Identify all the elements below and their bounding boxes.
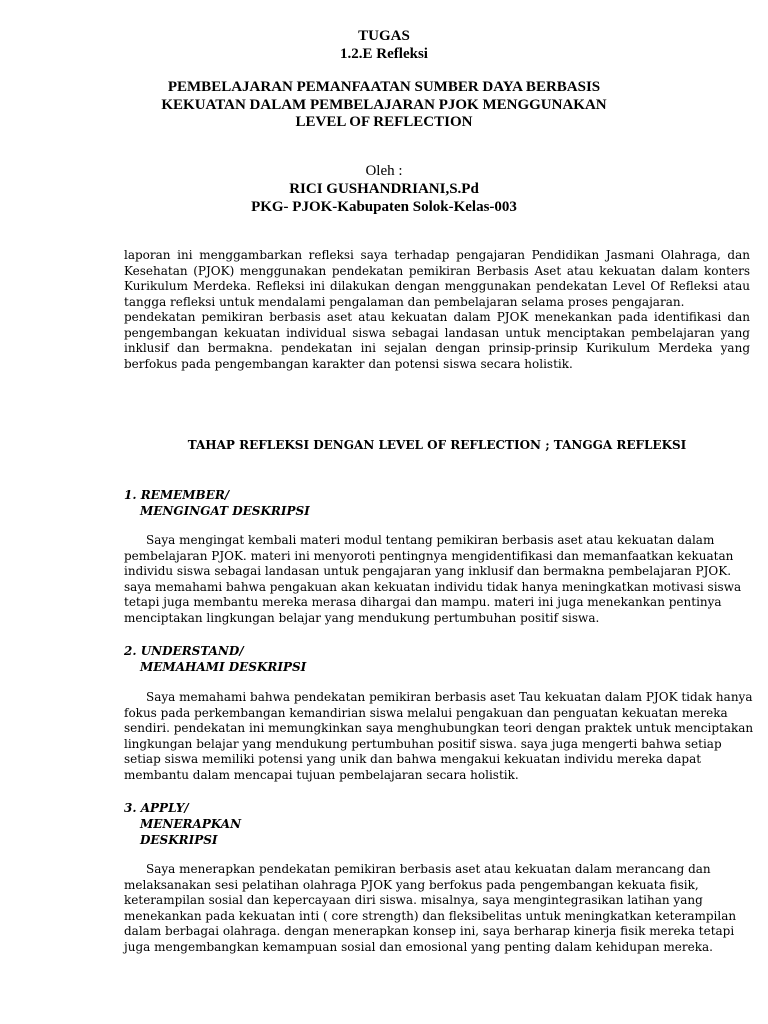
step-heading-remember <box>124 487 310 519</box>
body-line: dalam berbagai olahraga. dengan menerapkan konsep ini, saya berharap kinerja fisik mereka tetapi <box>124 924 735 938</box>
document-title-line: KEKUATAN DALAM PEMBELAJARAN PJOK MENGGUNAKAN <box>161 96 607 113</box>
body-line: Saya mengingat kembali materi modul tentang pemikiran berbasis aset atau kekuatan dalam <box>146 533 715 547</box>
step-body-apply <box>124 862 754 955</box>
body-line: membantu dalam mencapai tujuan pembelajaran secara holistik. <box>124 767 519 782</box>
step-heading-label: 2. UNDERSTAND/ <box>124 644 244 658</box>
intro-line: pengembangan kekuatan individual siswa sebagai landasan untuk menciptakan pembelajaran yang <box>124 325 750 340</box>
document-title-line: LEVEL OF REFLECTION <box>295 114 473 130</box>
body-line: lingkungan belajar yang mendukung pertumbuhan positif siswa. saya juga mengerti bahwa setiap <box>124 736 722 751</box>
step-subheading: MENGINGAT DESKRIPSI <box>140 504 310 518</box>
body-line: menciptakan lingkungan belajar yang mendukung pertumbuhan positif siswa. <box>124 610 600 625</box>
intro-line: pendekatan pemikiran berbasis aset atau kekuatan dalam PJOK menekankan pada identifikasi dan <box>124 310 750 324</box>
body-line: keterampilan sosial dan kepercayaan diri siswa. misalnya, saya mengintegrasikan latihan yang <box>124 893 703 907</box>
author-affiliation: PKG- PJOK-Kabupaten Solok-Kelas-003 <box>251 199 517 215</box>
body-line: tetapi juga membantu mereka merasa dihargai dan mampu. materi ini juga menekankan pentinya <box>124 595 722 609</box>
intro-line: berfokus pada pengembangan karakter dan potensi siswa secara holistik. <box>124 356 573 371</box>
intro-line: inklusif dan bermakna. pendekatan ini sejalan dengan prinsip-prinsip Kurikulum Merdeka yang <box>124 341 750 355</box>
author-name: RICI GUSHANDRIANI,S.Pd <box>289 181 479 197</box>
body-line: sendiri. pendekatan ini memungkinkan saya menghubungkan teori dengan praktek untuk menciptakan <box>124 721 754 735</box>
step-heading-understand <box>124 643 306 675</box>
document-title <box>0 79 768 132</box>
body-line: individu siswa sebagai landasan untuk pengajaran yang inklusif dan bermakna pembelajaran PJOK. <box>124 564 732 578</box>
step-subheading: DESKRIPSI <box>140 833 218 847</box>
assignment-code: 1.2.E Refleksi <box>340 46 428 62</box>
document-title-line: PEMBELAJARAN PEMANFAATAN SUMBER DAYA BERBASIS <box>167 79 601 95</box>
intro-line: tangga refleksi untuk mendalami pengalaman dan pembelajaran selama proses pengajaran. <box>124 294 685 309</box>
step-body-understand <box>124 690 754 783</box>
body-line: saya memahami bahwa pengakuan akan kekuatan individu tidak hanya meningkatkan motivasi siswa <box>124 579 742 594</box>
intro-line: Kurikulum Merdeka. Refleksi ini dilakukan dengan menggunakan pendekatan Level Of Refleksi atau <box>124 279 750 293</box>
intro-paragraph <box>124 248 750 372</box>
tugas-label: TUGAS <box>358 28 410 44</box>
step-heading-label: 1. REMEMBER/ <box>124 488 230 502</box>
intro-line: Kesehatan (PJOK) menggunakan pendekatan pemikiran Berbasis Aset atau kekuatan dalam konters <box>124 263 750 278</box>
body-line: pembelajaran PJOK. materi ini menyoroti pentingnya mengidentifikasi dan memanfaatkan kekuatan <box>124 548 734 563</box>
section-title: TAHAP REFLEKSI DENGAN LEVEL OF REFLECTION ; TANGGA REFLEKSI <box>187 438 687 452</box>
body-line: fokus pada perkembangan kemandirian siswa melalui pengakuan dan penguatan kekuatan mereka <box>124 705 728 720</box>
step-subheading: MENERAPKAN <box>140 817 242 831</box>
step-heading-label: 3. APPLY/ <box>124 801 189 815</box>
intro-line: laporan ini menggambarkan refleksi saya terhadap pengajaran Pendidikan Jasmani Olahraga, dan <box>124 248 750 262</box>
step-subheading: MEMAHAMI DESKRIPSI <box>140 660 307 674</box>
body-line: melaksanakan sesi pelatihan olahraga PJOK yang berfokus pada pengembangan kekuata fisik, <box>124 877 699 892</box>
body-line: menekankan pada kekuatan inti ( core strength) dan fleksibelitas untuk meningkatkan keterampilan <box>124 908 737 923</box>
body-line: setiap siswa memiliki potensi yang unik dan bahwa mengakui kekuatan individu mereka dapat <box>124 752 702 766</box>
body-line: Saya menerapkan pendekatan pemikiran berbasis aset atau kekuatan dalam merancang dan <box>146 862 711 876</box>
body-line: juga mengembangkan kemampuan sosial dan emosional yang penting dalam kehidupan mereka. <box>124 939 713 954</box>
step-heading-apply <box>124 800 241 848</box>
by-label: Oleh : <box>365 163 403 179</box>
body-line: Saya memahami bahwa pendekatan pemikiran berbasis aset Tau kekuatan dalam PJOK tidak hanya <box>146 690 753 704</box>
step-body-remember <box>124 533 754 626</box>
